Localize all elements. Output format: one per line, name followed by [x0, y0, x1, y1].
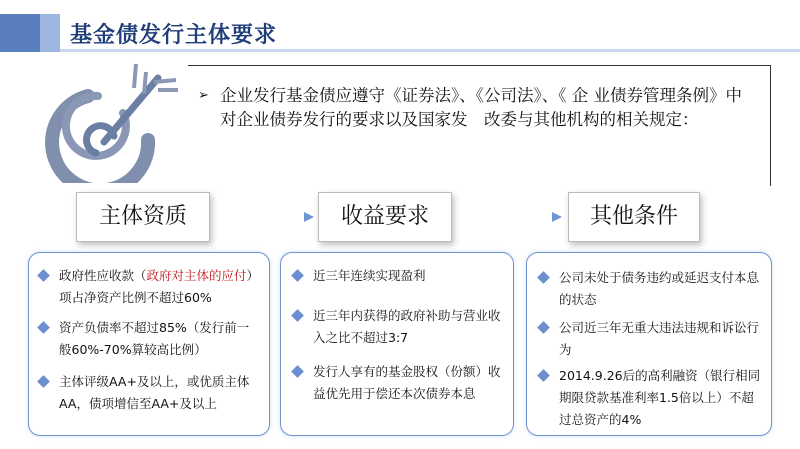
heading-subject-qualification: 主体资质	[76, 192, 210, 242]
item-text: 资产负债率不超过85%（发行前一般60%-70%算较高比例）	[59, 320, 250, 357]
list-item	[539, 267, 761, 311]
intro-text: 企业发行基金债应遵守《证券法》、《公司法》、《 企 业债券管理条例》中对企业债券发行的要求以及国家发 改委与其他机构的相关规定：	[220, 86, 742, 129]
item-text: 2014.9.26后的高利融资（银行相同期限贷款基准利率1.5倍以上）不超过总资产的4%	[559, 368, 761, 427]
card-subject-qualification	[28, 252, 270, 436]
target-arrow-icon	[18, 58, 178, 183]
item-text: 主体评级AA+及以上，或优质主体AA，债项增信至AA+及以上	[59, 374, 250, 411]
list-item	[293, 361, 503, 405]
card-income-requirement	[280, 252, 514, 436]
item-text: 近三年连续实现盈利	[313, 268, 426, 283]
item-text-highlight: 政府对主体的应付	[146, 268, 247, 283]
intro-paragraph	[198, 84, 758, 132]
item-text: 政府性应收款（	[59, 268, 147, 283]
item-text: 公司未处于债务违约或延迟支付本息的状态	[559, 270, 760, 307]
item-text: ）项占净资产比例不超过60%	[59, 268, 253, 305]
list-item	[539, 365, 761, 431]
item-text: 发行人享有的基金股权（份额）收益优先用于偿还本次债券本息	[313, 364, 501, 401]
item-text: 公司近三年无重大违法违规和诉讼行为	[559, 320, 760, 357]
heading-other-conditions: 其他条件	[568, 192, 700, 242]
list-item	[39, 317, 257, 361]
arrow-bullet-icon: ➢	[198, 88, 209, 103]
page-title: 基金债发行主体要求	[70, 23, 278, 48]
title-accent-light	[40, 14, 60, 52]
list-item	[539, 317, 761, 361]
title-underline	[60, 49, 800, 52]
item-text: 近三年内获得的政府补助与营业收入之比不超过3:7	[313, 308, 501, 345]
list-item	[39, 265, 257, 309]
list-item	[293, 305, 503, 349]
card-other-conditions	[526, 252, 772, 436]
list-item	[293, 265, 503, 287]
arrow-right-icon	[454, 210, 562, 224]
list-item	[39, 371, 257, 415]
title-accent-dark	[0, 14, 40, 52]
heading-income-requirement: 收益要求	[318, 192, 452, 242]
arrow-right-icon	[212, 210, 314, 224]
